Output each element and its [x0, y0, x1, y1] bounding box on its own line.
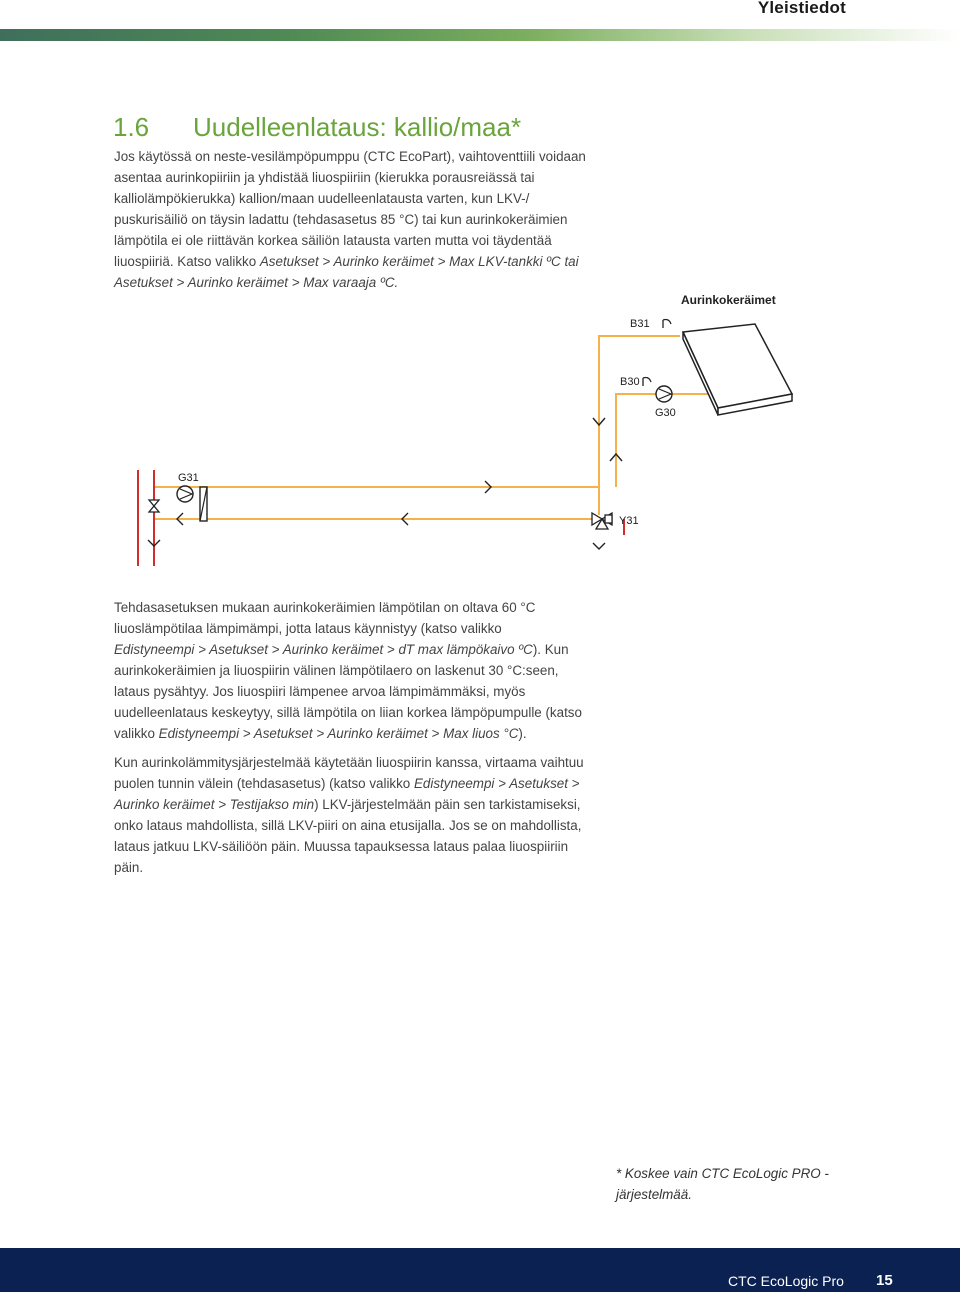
para2-text-1: Tehdasasetuksen mukaan aurinkokeräimien lämpötilan on oltava 60 °C liuoslämpötilaa lämpimämpi, jotta lataus käynnistyy (katso valikko — [114, 600, 536, 636]
para2-text-3: ). — [518, 726, 527, 741]
valve-y31-label: Y31 — [619, 515, 639, 527]
page-title — [113, 112, 521, 143]
solar-collector — [683, 324, 792, 415]
sensor-b31-label: B31 — [630, 318, 650, 330]
intro-menu-path-1: Asetukset > Aurinko keräimet > Max LKV-tankki ºC — [259, 254, 561, 269]
footer-product-name: CTC EcoLogic Pro — [728, 1273, 844, 1289]
sensor-b30-icon — [643, 378, 651, 387]
para3-text-1: Kun aurinkolämmitysjärjestelmää käytetään liuospiirin kanssa, virtaama vaihtuu puolen tunnin välein (tehdasasetus) (katso valikko — [114, 755, 584, 791]
paragraph-test-period — [114, 752, 584, 878]
page-number: 15 — [876, 1272, 893, 1289]
section-number: 1.6 — [113, 112, 150, 142]
para3-menu-path: Edistyneempi > Asetukset > Aurinko keräimet > Testijakso min — [114, 776, 580, 812]
flow-arrow-down-3-icon — [593, 543, 605, 549]
flow-arrows — [148, 418, 622, 549]
intro-menu-path-2: Asetukset > Aurinko keräimet > Max varaaja ºC. — [114, 275, 399, 290]
intro-text: Jos käytössä on neste-vesilämpöpumppu (CTC EcoPart), vaihtoventtiili voidaan asentaa aurinkopiiriin ja yhdistää liuospiiriin (kierukka porausreiässä tai kalliolämpökierukka) kallion/maan uudelleenlatausta varten, kun LKV-/ puskurisäiliö on täysin ladattu (tehdasasetus 85 °C) tai kun aurinkokeräimien lämpötila ei ole riittävän korkea säiliön latausta varten mutta voi täydentää liuospiiriä. Katso valikko — [114, 149, 586, 269]
para3-text-2: ) LKV-järjestelmään päin sen tarkistamiseksi, onko lataus mahdollista, sillä LKV-piiri on aina etusijalla. Jos se on mahdollista, lataus jatkuu LKV-säiliöön päin. Muussa tapauksessa lataus palaa liuospiiriin päin. — [114, 797, 582, 875]
pump-g31-label: G31 — [178, 472, 199, 484]
section-title-text: Uudelleenlataus: kallio/maa* — [193, 112, 522, 142]
diverting-valve-y31 — [592, 513, 612, 529]
brine-valve-icon — [149, 500, 159, 512]
footnote: * Koskee vain CTC EcoLogic PRO -järjestelmää. — [616, 1166, 829, 1202]
section-header: Yleistiedot — [757, 0, 846, 17]
collector-label: Aurinkokeräimet — [681, 293, 776, 307]
paragraph-charge-settings — [114, 597, 584, 744]
solar-pipes — [154, 336, 713, 519]
para2-text-2: ). Kun aurinkokeräimien ja liuospiirin välinen lämpötilaero on laskenut 30 °C:seen, lataus pysähtyy. Jos liuospiiri lämpenee arvoa lämpimämmäksi, myös uudelleenlataus keskeytyy, sillä lämpötila on liian korkea lämpöpumpulle (katso valikko — [114, 642, 582, 741]
solar-recharge-diagram — [0, 290, 960, 580]
intro-join: tai — [560, 254, 579, 269]
sensor-b30-label: B30 — [620, 376, 640, 388]
sensor-b31-icon — [663, 320, 671, 329]
para2-menu-path-2: Edistyneempi > Asetukset > Aurinko keräimet > Max liuos °C — [158, 726, 519, 741]
pump-g30-label: G30 — [655, 407, 676, 419]
header-gradient-bar — [0, 29, 960, 41]
intro-paragraph — [114, 146, 592, 293]
para2-menu-path-1: Edistyneempi > Asetukset > Aurinko keräimet > dT max lämpökaivo ºC — [114, 642, 533, 657]
